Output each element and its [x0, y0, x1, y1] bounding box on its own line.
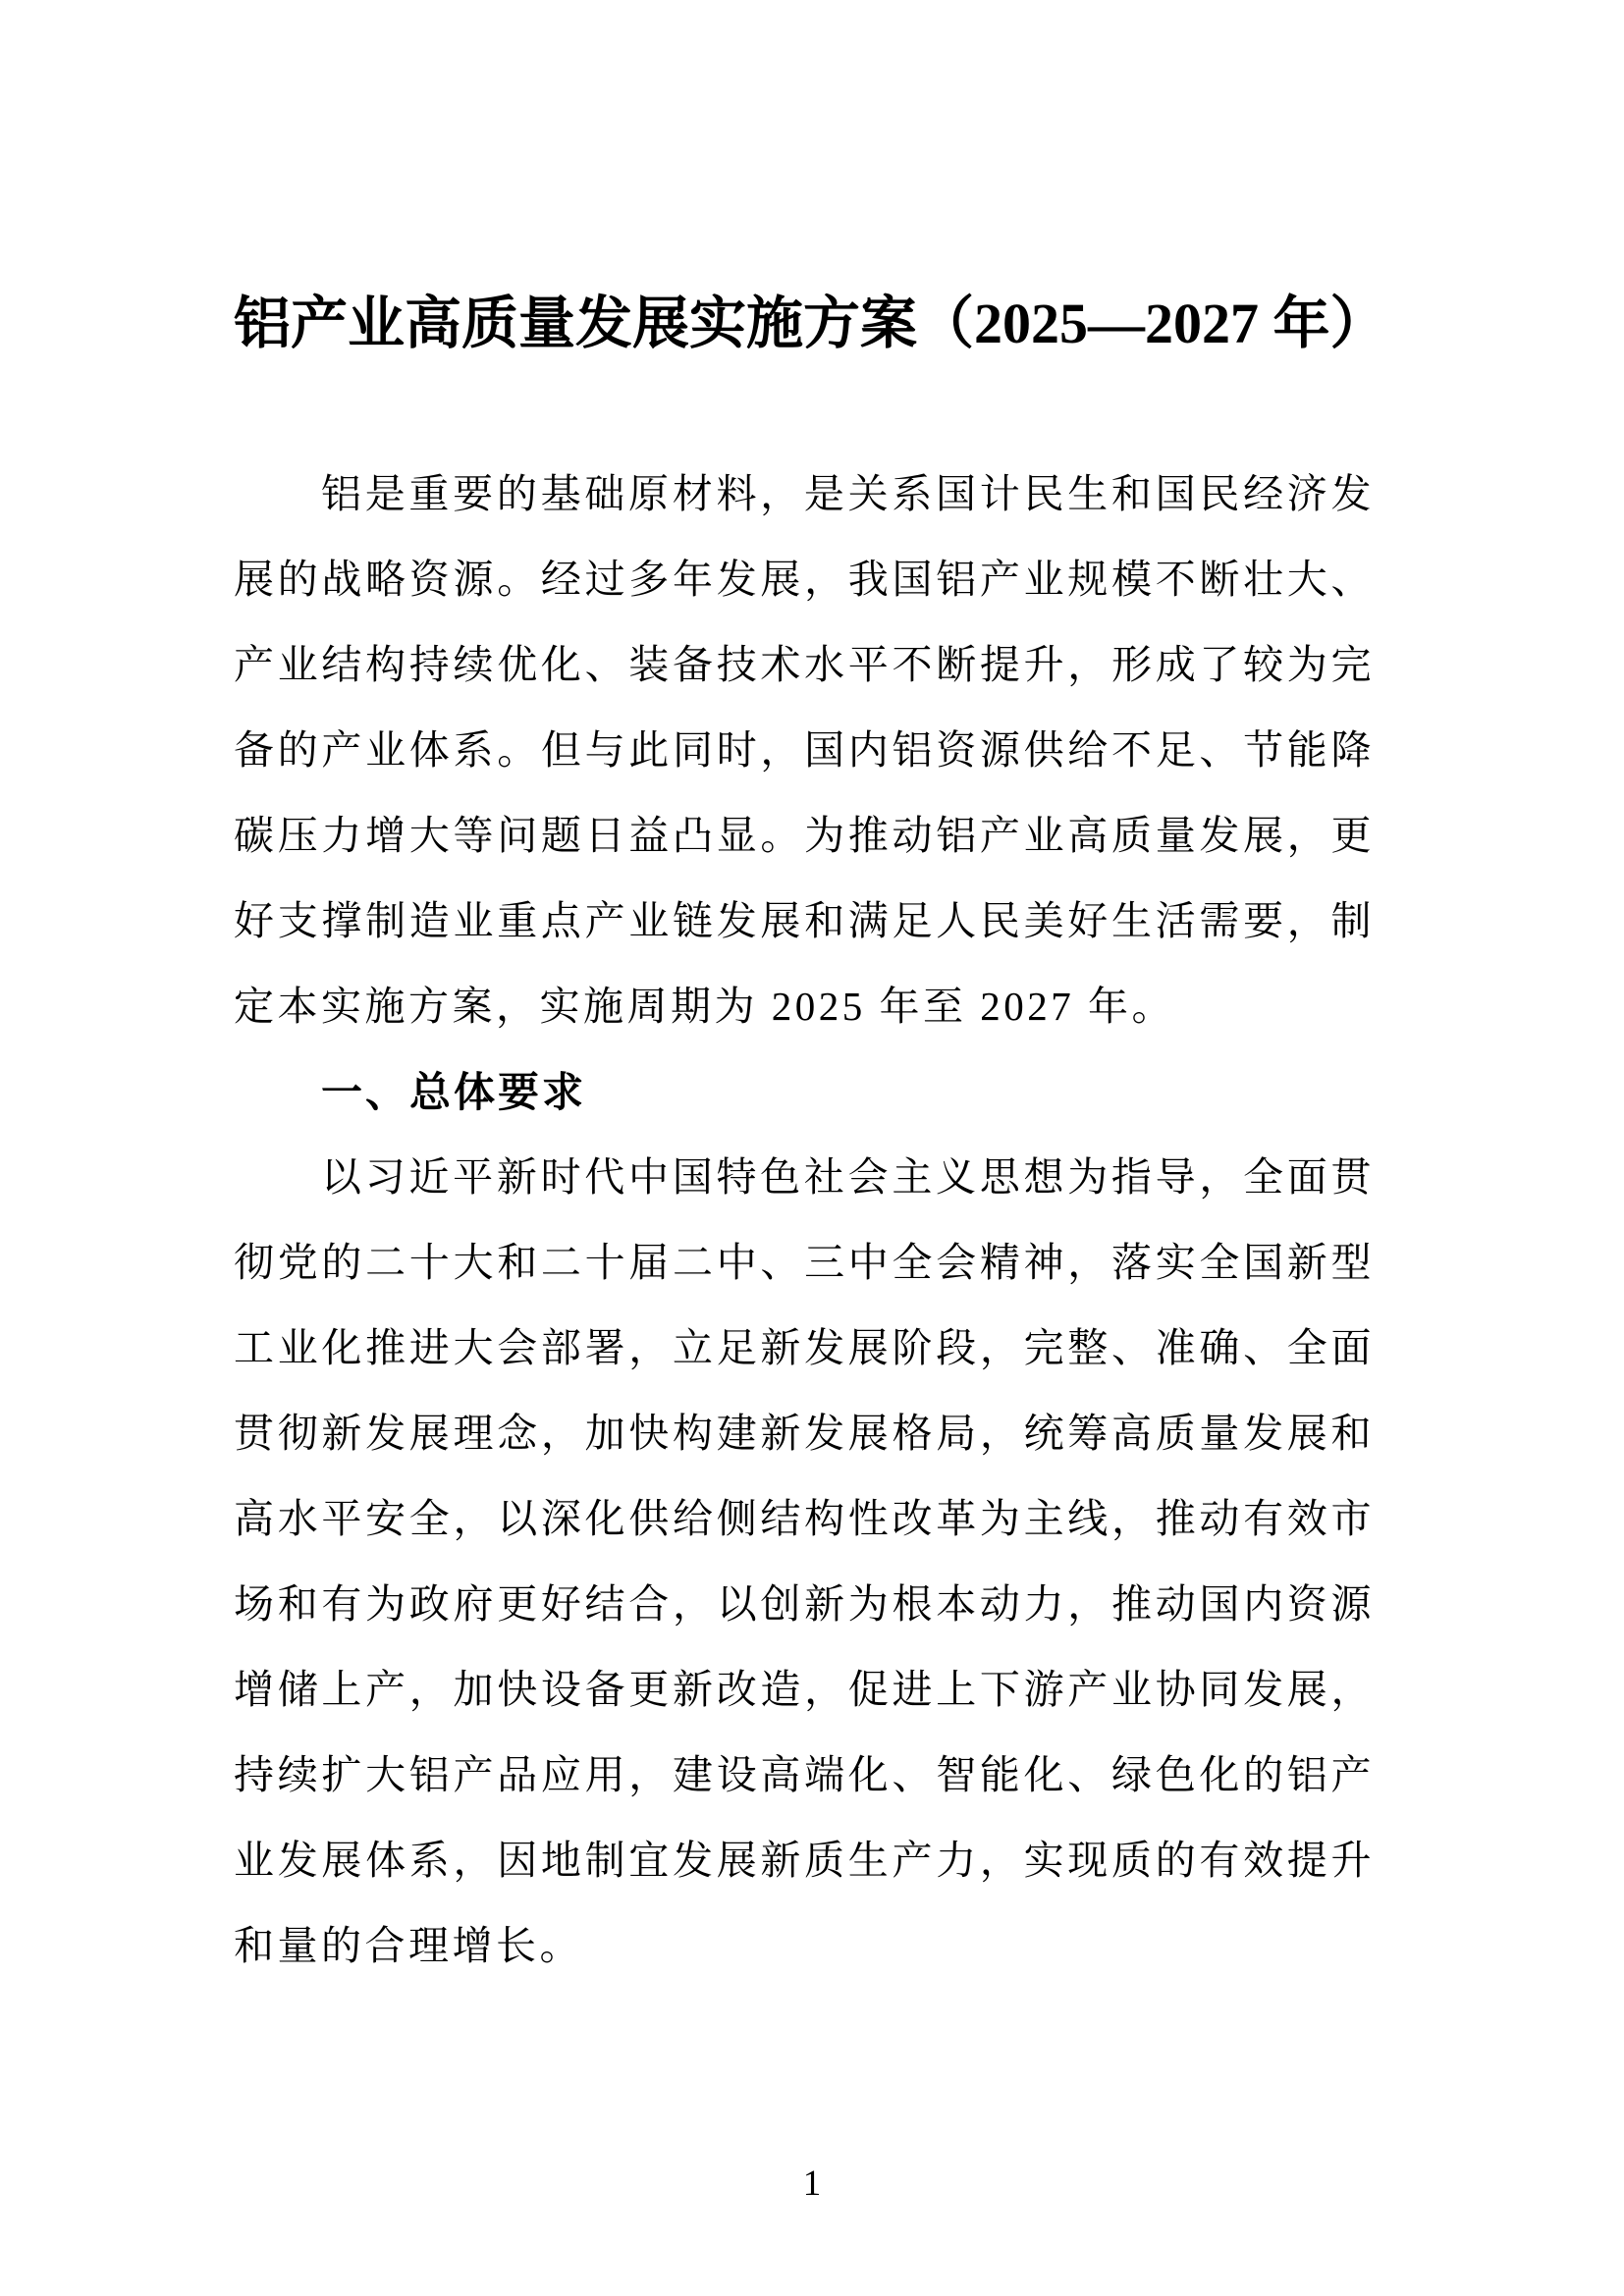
- section-body: 以习近平新时代中国特色社会主义思想为指导，全面贯彻党的二十大和二十届二中、三中全会精神，落实全国新型工业化推进大会部署，立足新发展阶段，完整、准确、全面贯彻新发展理念，加快构建新发展格局，统筹高质量发展和高水平安全，以深化供给侧结构性改革为主线，推动有效市场和有为政府更好结合，以创新为根本动力，推动国内资源增储上产，加快设备更新改造，促进上下游产业协同发展，持续扩大铝产品应用，建设高端化、智能化、绿色化的铝产业发展体系，因地制宜发展新质生产力，实现质的有效提升和量的合理增长。: [234, 1154, 1375, 1968]
- document-title: 铝产业高质量发展实施方案（2025—2027 年）: [234, 292, 1387, 355]
- intro-paragraph: 铝是重要的基础原材料，是关系国计民生和国民经济发展的战略资源。经过多年发展，我国铝产业规模不断壮大、产业结构持续优化、装备技术水平不断提升，形成了较为完备的产业体系。但与此同时，国内铝资源供给不足、节能降碳压力增大等问题日益凸显。为推动铝产业高质量发展，更好支撑制造业重点产业链发展和满足人民美好生活需要，制定本实施方案，实施周期为 2025 年至 2027 年。: [234, 471, 1375, 1029]
- section-heading-overall-requirements: 一、总体要求: [321, 1069, 587, 1115]
- page-content: [234, 0, 1387, 1989]
- page-number: 1: [802, 2163, 822, 2204]
